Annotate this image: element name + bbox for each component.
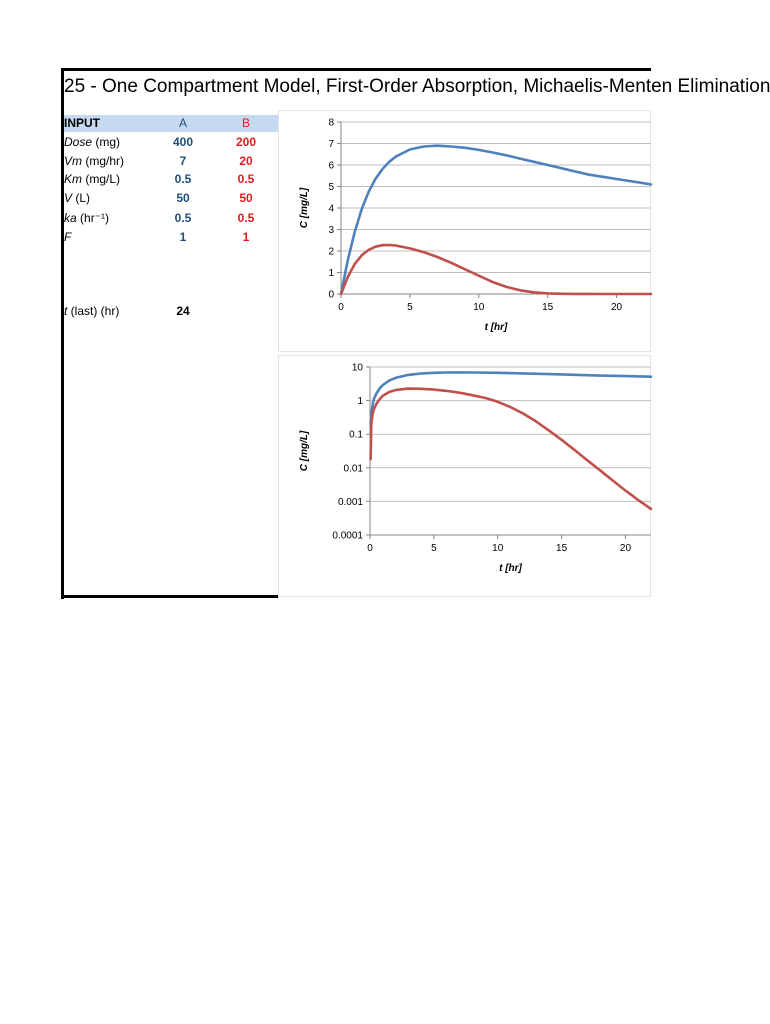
- series-b-line: [371, 389, 651, 509]
- linear-concentration-chart[interactable]: [278, 110, 651, 352]
- t-last-cell[interactable]: 24: [176, 304, 190, 318]
- y-tick-label: 2: [328, 246, 334, 258]
- y-tick-label: 10: [351, 362, 363, 374]
- vm-a-cell[interactable]: 7: [179, 154, 187, 168]
- dose-a-cell[interactable]: 400: [172, 135, 194, 149]
- ka-b-cell[interactable]: 0.5: [237, 211, 255, 225]
- series-a-line: [341, 146, 651, 294]
- x-tick-label: 20: [610, 302, 623, 313]
- volume-a-cell[interactable]: 50: [176, 191, 190, 205]
- spreadsheet-area: [61, 68, 770, 599]
- row-label-unit: (mg/L): [82, 172, 121, 186]
- x-tick-label: 5: [407, 302, 413, 313]
- row-label-unit: (mg): [92, 135, 121, 149]
- row-label-ka[interactable]: [64, 209, 109, 227]
- f-b-cell[interactable]: 1: [242, 230, 250, 244]
- km-b-cell[interactable]: 0.5: [237, 172, 255, 186]
- f-a-cell[interactable]: 1: [179, 230, 187, 244]
- y-tick-label: 8: [328, 117, 334, 129]
- vm-b-cell[interactable]: 20: [239, 154, 253, 168]
- y-tick-label: 1: [357, 396, 363, 408]
- row-label-km[interactable]: [64, 170, 120, 188]
- y-tick-label: 5: [328, 182, 334, 193]
- y-axis-label: C [mg/L]: [299, 430, 310, 472]
- x-tick-label: 0: [367, 543, 373, 554]
- y-tick-label: 7: [328, 139, 334, 150]
- row-label-dose[interactable]: [64, 133, 120, 151]
- km-a-cell[interactable]: 0.5: [174, 172, 192, 186]
- row-label-unit: (last) (hr): [67, 304, 120, 318]
- row-label-t-last[interactable]: [64, 302, 119, 320]
- row-label-unit: (mg/hr): [82, 154, 124, 168]
- y-tick-label: 0.1: [349, 429, 363, 441]
- bottom-border: [61, 595, 278, 598]
- row-label-symbol: Vm: [64, 154, 82, 168]
- y-tick-label: 0: [328, 289, 334, 301]
- y-tick-label: 4: [328, 203, 334, 215]
- volume-b-cell[interactable]: 50: [239, 191, 253, 205]
- row-label-symbol: F: [64, 230, 72, 244]
- top-border: [61, 68, 651, 71]
- row-label-volume[interactable]: [64, 189, 90, 207]
- row-label-symbol: Dose: [64, 135, 93, 149]
- x-tick-label: 20: [619, 543, 632, 554]
- x-tick-label: 15: [542, 302, 554, 313]
- x-tick-label: 10: [492, 543, 504, 554]
- x-axis-label: t [hr]: [499, 563, 522, 574]
- y-tick-label: 0.01: [343, 463, 363, 475]
- y-tick-label: 3: [328, 225, 334, 236]
- y-tick-label: 0.0001: [332, 530, 363, 542]
- series-a-line: [371, 372, 651, 424]
- x-tick-label: 15: [556, 543, 568, 554]
- column-a-header[interactable]: A: [178, 116, 187, 130]
- ka-a-cell[interactable]: 0.5: [174, 211, 192, 225]
- series-b-line: [341, 245, 651, 294]
- row-label-unit: (hr⁻¹): [76, 211, 110, 225]
- log-concentration-chart[interactable]: [278, 355, 651, 597]
- row-label-symbol: V: [64, 191, 73, 205]
- x-axis-label: t [hr]: [484, 322, 508, 333]
- row-label-unit: (L): [72, 191, 91, 205]
- row-label-bioavailability[interactable]: [64, 228, 71, 246]
- sheet-title: 25 - One Compartment Model, First-Order Absorption, Michaelis-Menten Elimination: [64, 76, 770, 97]
- dose-b-cell[interactable]: 200: [235, 135, 257, 149]
- x-tick-label: 10: [473, 302, 485, 313]
- y-tick-label: 0.001: [337, 496, 363, 508]
- input-header-label[interactable]: INPUT: [64, 116, 100, 130]
- y-axis-label: C [mg/L]: [299, 187, 310, 229]
- log-chart-svg: [279, 356, 652, 598]
- x-tick-label: 5: [431, 543, 437, 554]
- row-label-symbol: Km: [64, 172, 82, 186]
- row-label-symbol: ka: [64, 211, 77, 225]
- x-tick-label: 0: [338, 302, 344, 313]
- y-tick-label: 6: [328, 160, 334, 172]
- linear-chart-svg: [279, 111, 652, 353]
- y-tick-label: 1: [328, 268, 334, 279]
- row-label-vm[interactable]: [64, 152, 124, 170]
- column-b-header[interactable]: B: [241, 116, 250, 130]
- row-label-symbol: t: [64, 304, 68, 318]
